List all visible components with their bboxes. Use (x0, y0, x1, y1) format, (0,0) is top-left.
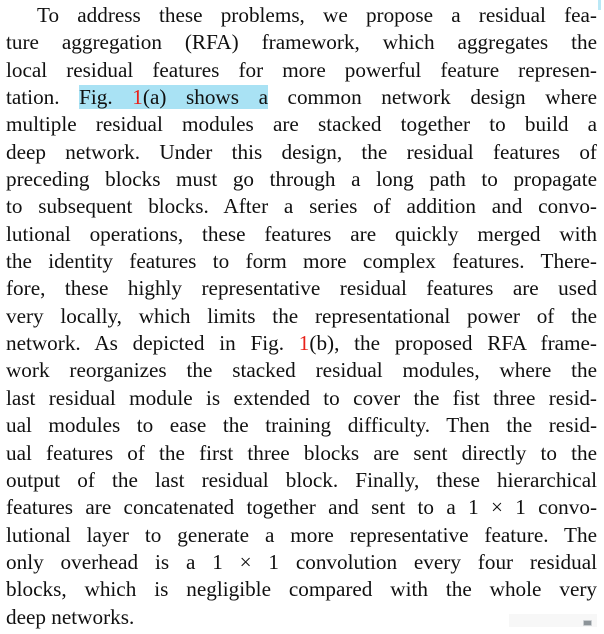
citation-link[interactable]: 1 (298, 331, 310, 356)
text-line (6, 412, 597, 439)
text-run: blocks, which is negligible compared with the whole very (6, 577, 597, 602)
text-run: ual features of the first three blocks are sent directly to the (6, 440, 597, 465)
text-line (6, 84, 597, 111)
text-line (6, 57, 597, 84)
text-line (6, 357, 597, 384)
text-line (6, 385, 597, 412)
text-run: preceding blocks must go through a long path to propagate (6, 167, 597, 192)
text-line (6, 549, 597, 576)
text-line (6, 522, 597, 549)
text-line (6, 2, 597, 29)
text-run: work reorganizes the stacked residual modules, where the (6, 358, 597, 383)
text-run: common network design where (267, 85, 597, 110)
text-line (6, 467, 597, 494)
text-line (6, 248, 597, 275)
text-line (6, 275, 597, 302)
text-line (6, 193, 597, 220)
text-run: lutional operations, these features are quickly merged with (6, 221, 597, 246)
text-run: network. As depicted in Fig. (6, 331, 299, 356)
text-run: tation. (6, 85, 80, 110)
text-run: only overhead is a 1 × 1 convolution every four residual (6, 549, 597, 574)
text-line (6, 576, 597, 603)
highlighted-text: Fig. (79, 85, 133, 110)
text-run: the identity features to form more complex features. There- (6, 249, 597, 274)
paragraph (6, 2, 597, 631)
text-run: (b), the proposed RFA frame- (309, 331, 597, 356)
text-run: ual modules to ease the training difficulty. Then the resid- (6, 413, 597, 438)
text-run: local residual features for more powerful feature represen- (6, 57, 597, 82)
text-line (6, 330, 597, 357)
text-line (6, 440, 597, 467)
text-run: To address these problems, we propose a residual fea- (37, 3, 597, 27)
text-run: to subsequent blocks. After a series of addition and convo- (6, 194, 597, 219)
text-line (6, 494, 597, 521)
text-line (6, 139, 597, 166)
text-line (6, 29, 597, 56)
text-line (6, 111, 597, 138)
text-run: features are concatenated together and sent to a 1 × 1 convo- (6, 495, 597, 520)
text-run: lutional layer to generate a more representative feature. The (6, 522, 597, 547)
text-run: ture aggregation (RFA) framework, which aggregates the (6, 30, 597, 55)
highlighted-text: (a) shows a (142, 85, 268, 110)
text-run: last residual module is extended to cover the fist three resid- (6, 385, 597, 410)
text-line (6, 303, 597, 330)
citation-link[interactable]: 1 (132, 85, 143, 110)
text-run: deep networks. (6, 604, 135, 629)
text-run: fore, these highly representative residual features are used (6, 276, 597, 301)
text-line (6, 166, 597, 193)
text-line (6, 221, 597, 248)
text-run: multiple residual modules are stacked together to build a (6, 112, 597, 137)
text-run: very locally, which limits the representational power of the (6, 303, 597, 328)
cursor-artifact (583, 620, 592, 626)
text-run: deep network. Under this design, the residual features of (6, 139, 597, 164)
highlight-edge-artifact (598, 0, 601, 10)
text-run: output of the last residual block. Finally, these hierarchical (6, 467, 597, 492)
